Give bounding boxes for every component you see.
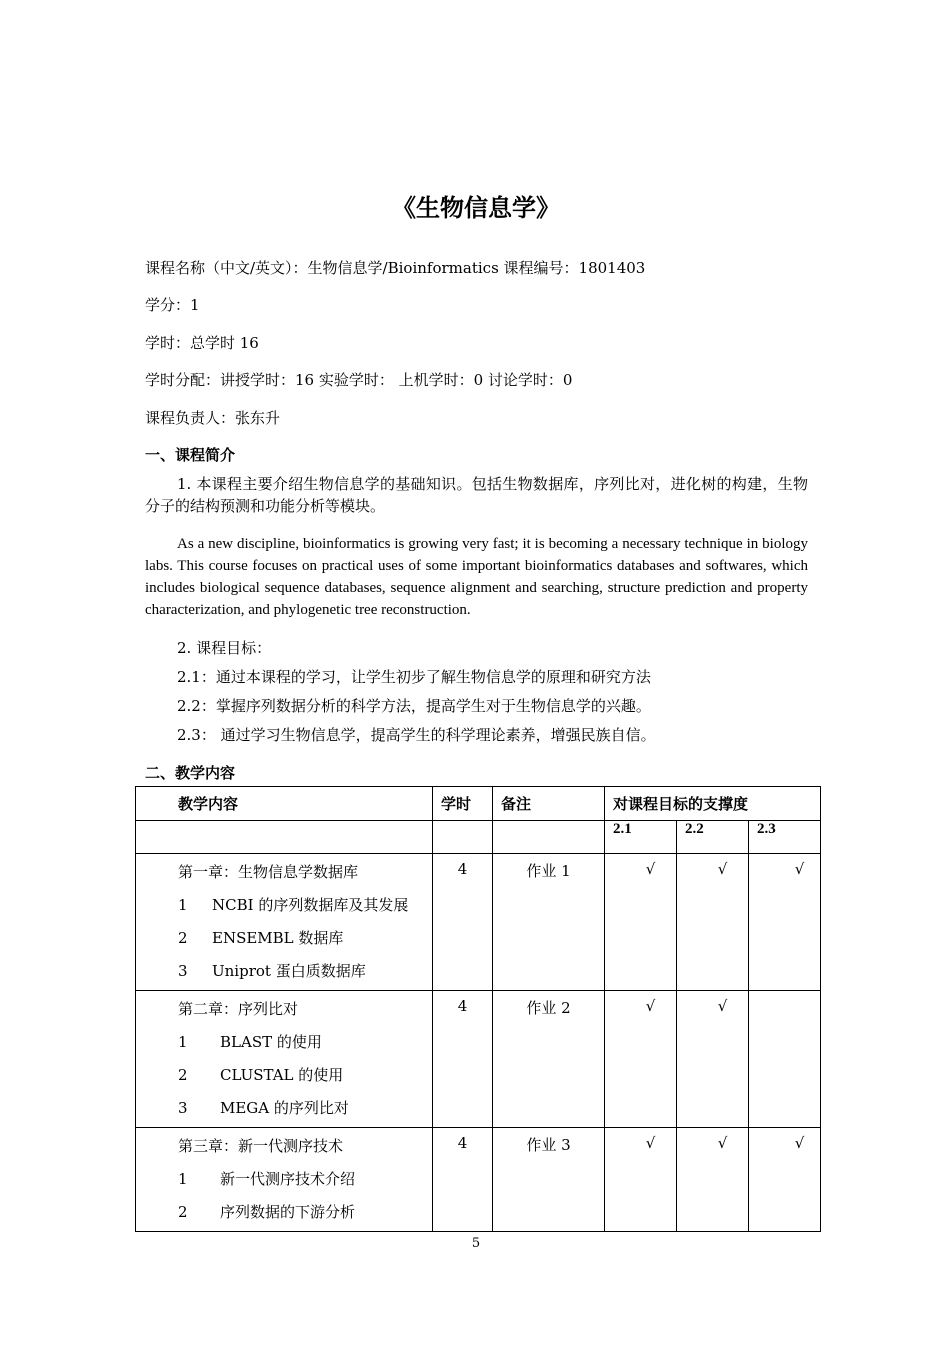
check-mark — [749, 991, 821, 1128]
course-name-line: 课程名称（中文/英文）：生物信息学/Bioinformatics 课程编号：1801403 — [145, 259, 646, 277]
section-1-heading: 一、课程简介 — [145, 446, 236, 464]
list-item: 2 ENSEMBL 数据库 — [178, 929, 344, 947]
chapter-3-content — [136, 1128, 433, 1232]
chapter-title: 第二章：序列比对 — [178, 1000, 299, 1018]
hours-cell: 4 — [433, 991, 493, 1128]
intro-chinese: 1. 本课程主要介绍生物信息学的基础知识。包括生物数据库，序列比对，进化树的构建，生物分子的结构预测和功能分析等模块。 — [145, 475, 808, 515]
subheader-empty — [493, 821, 605, 854]
list-item: 2 CLUSTAL 的使用 — [178, 1066, 344, 1084]
note-cell: 作业 2 — [493, 991, 605, 1128]
table-row — [136, 1128, 821, 1232]
list-item: 3 MEGA 的序列比对 — [178, 1099, 349, 1117]
goal-2-2: 2.2：掌握序列数据分析的科学方法，提高学生对于生物信息学的兴趣。 — [177, 697, 651, 715]
table-subheader-row — [136, 821, 821, 854]
check-mark: √ — [677, 1128, 749, 1232]
list-item: 3 Uniprot 蛋白质数据库 — [178, 962, 366, 980]
check-mark: √ — [605, 991, 677, 1128]
subheader-empty — [433, 821, 493, 854]
header-content: 教学内容 — [136, 787, 433, 821]
list-item: 1 BLAST 的使用 — [178, 1033, 322, 1051]
note-cell: 作业 3 — [493, 1128, 605, 1232]
check-mark: √ — [677, 854, 749, 991]
chapter-2-content — [136, 991, 433, 1128]
page-number: 5 — [471, 1236, 481, 1251]
chapter-title: 第一章：生物信息学数据库 — [178, 863, 359, 881]
chapter-1-content — [136, 854, 433, 991]
goals-title: 2. 课程目标： — [177, 639, 272, 657]
goal-2-3: 2.3： 通过学习生物信息学，提高学生的科学理论素养，增强民族自信。 — [177, 726, 656, 744]
table-row — [136, 854, 821, 991]
note-cell: 作业 1 — [493, 854, 605, 991]
check-mark: √ — [605, 1128, 677, 1232]
hours-cell: 4 — [433, 854, 493, 991]
goal-col-2-3: 2.3 — [749, 821, 821, 854]
credits-line: 学分：1 — [145, 296, 200, 314]
goal-col-2-1: 2.1 — [605, 821, 677, 854]
hours-cell: 4 — [433, 1128, 493, 1232]
table-row — [136, 991, 821, 1128]
check-mark: √ — [749, 854, 821, 991]
goal-col-2-2: 2.2 — [677, 821, 749, 854]
document-title: 《生物信息学》 — [392, 194, 560, 222]
list-item: 1 新一代测序技术介绍 — [178, 1170, 356, 1188]
header-support: 对课程目标的支撑度 — [605, 787, 821, 821]
list-item: 1 NCBI 的序列数据库及其发展 — [178, 896, 409, 914]
header-note: 备注 — [493, 787, 605, 821]
section-2-heading: 二、教学内容 — [145, 764, 236, 782]
subheader-empty — [136, 821, 433, 854]
check-mark: √ — [677, 991, 749, 1128]
teaching-content-table — [135, 786, 821, 1232]
check-mark: √ — [605, 854, 677, 991]
check-mark: √ — [749, 1128, 821, 1232]
list-item: 2 序列数据的下游分析 — [178, 1203, 356, 1221]
hours-distribution-line: 学时分配：讲授学时：16 实验学时： 上机学时：0 讨论学时：0 — [145, 371, 573, 389]
intro-english: As a new discipline, bioinformatics is growing very fast; it is becoming a necessary technique in biology labs. This course focuses on practical uses of some important bioinformatics databases and softwares, which includes biological sequence databases, sequence alignment and searching, structure prediction and property characterization, and phylogenetic tree reconstruction. — [145, 536, 808, 618]
chapter-title: 第三章：新一代测序技术 — [178, 1137, 344, 1155]
header-hours: 学时 — [433, 787, 493, 821]
table-header-row — [136, 787, 821, 821]
goal-2-1: 2.1：通过本课程的学习，让学生初步了解生物信息学的原理和研究方法 — [177, 668, 651, 686]
hours-line: 学时：总学时 16 — [145, 334, 259, 352]
course-lead-line: 课程负责人：张东升 — [145, 409, 281, 427]
